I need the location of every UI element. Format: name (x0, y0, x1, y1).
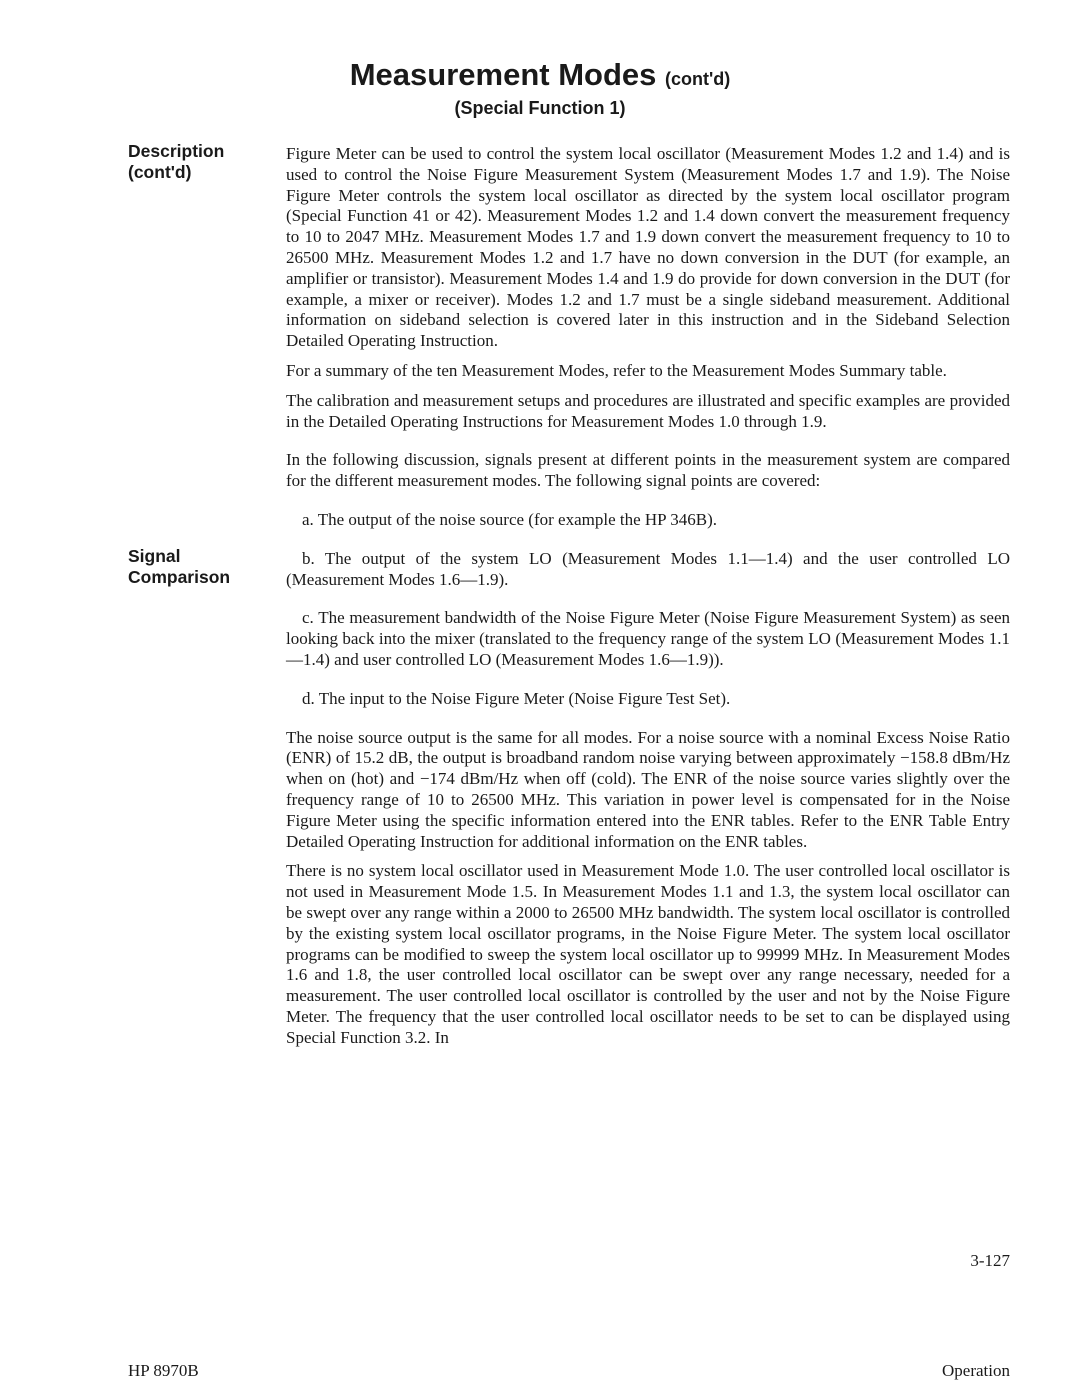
page-subtitle: (Special Function 1) (454, 98, 626, 118)
footer-section: Operation (942, 1361, 1010, 1380)
title-text: Measurement Modes (349, 57, 657, 92)
description-heading (128, 141, 224, 183)
description-heading-line1: Description (128, 141, 225, 161)
footer-model: HP 8970B (128, 1361, 199, 1380)
description-paragraph: For a summary of the ten Measurement Modes, refer to the Measurement Modes Summary table. (286, 360, 947, 380)
signal-heading-line1: Signal (128, 546, 181, 566)
signal-point-item: d. The input to the Noise Figure Meter (Noise Figure Test Set). (302, 688, 731, 708)
signal-heading-line2: Comparison (128, 567, 231, 587)
signal-paragraph: There is no system local oscillator used in Measurement Mode 1.0. The user controlled local oscillator is not used in Measurement Mode 1.5. In Measurement Modes 1.1 and 1.3, the system local oscillator can be swept over any range within a 2000 to 26500 MHz bandwidth. The system local oscillator is controlled by the existing system local oscillator programs, in the Noise Figure Meter. The system local oscillator programs can be modified to sweep the system local oscillator up to 99999 MHz. In Measurement Modes 1.6 and 1.8, the user controlled local oscillator can be swept over any range necessary, needed for a measurement. The user controlled local oscillator is controlled by the user and not by the Noise Figure Meter. The frequency that the user controlled local oscillator needs to be set to can be displayed using Special Function 3.2. In (286, 861, 1010, 1047)
description-paragraph: The calibration and measurement setups and procedures are illustrated and specific examples are provided in the Detailed Operating Instructions for Measurement Modes 1.0 through 1.9. (286, 390, 1010, 431)
title-suffix: (cont'd) (665, 69, 731, 89)
signal-comparison-heading (128, 546, 230, 588)
signal-point-item: b. The output of the system LO (Measurement Modes 1.1—1.4) and the user controlled LO (Measurement Modes 1.6—1.9). (286, 548, 1010, 589)
page-title (0, 56, 1080, 98)
signal-point-item: a. The output of the noise source (for example the HP 346B). (302, 509, 717, 529)
signal-point-item: c. The measurement bandwidth of the Noise Figure Meter (Noise Figure Measurement System) as seen looking back into the mixer (translated to the frequency range of the system LO (Measurement Modes 1.1—1.4) and user controlled LO (Measurement Modes 1.6—1.9)). (286, 608, 1010, 669)
signal-paragraph: The noise source output is the same for all modes. For a noise source with a nominal Excess Noise Ratio (ENR) of 15.2 dB, the output is broadband random noise varying between approximately −158.8 dBm/Hz when on (hot) and −174 dBm/Hz when off (cold). The ENR of the noise source varies slightly over the frequency range of 10 to 26500 MHz. This variation in power level is compensated for in the Noise Figure Meter using the specific information entered into the ENR tables. Refer to the ENR Table Entry Detailed Operating Instruction for additional information on the ENR tables. (286, 727, 1010, 851)
signal-intro-paragraph: In the following discussion, signals present at different points in the measurement system are compared for the different measurement modes. The following signal points are covered: (286, 450, 1010, 491)
description-paragraph: Figure Meter can be used to control the system local oscillator (Measurement Modes 1.2 and 1.4) and is used to control the Noise Figure Measurement System (Measurement Modes 1.7 and 1.9). The Noise Figure Meter controls the system local oscillator as directed by the system local oscillator program (Special Function 41 or 42). Measurement Modes 1.2 and 1.4 down convert the measurement frequency to 10 to 2047 MHz. Measurement Modes 1.7 and 1.9 down convert the measurement frequency to 10 to 26500 MHz. Measurement Modes 1.2 and 1.7 have no down conversion in the DUT (for example, an amplifier or transistor). Measurement Modes 1.4 and 1.9 do provide for down conversion in the DUT (for example, a mixer or receiver). Modes 1.2 and 1.7 must be a single sideband measurement. Additional information on sideband selection is covered later in this instruction and in the Sideband Selection Detailed Operating Instruction. (286, 144, 1010, 351)
page-number: 3-127 (970, 1251, 1010, 1270)
description-heading-line2: (cont'd) (128, 162, 192, 182)
body-text (286, 144, 1010, 1057)
